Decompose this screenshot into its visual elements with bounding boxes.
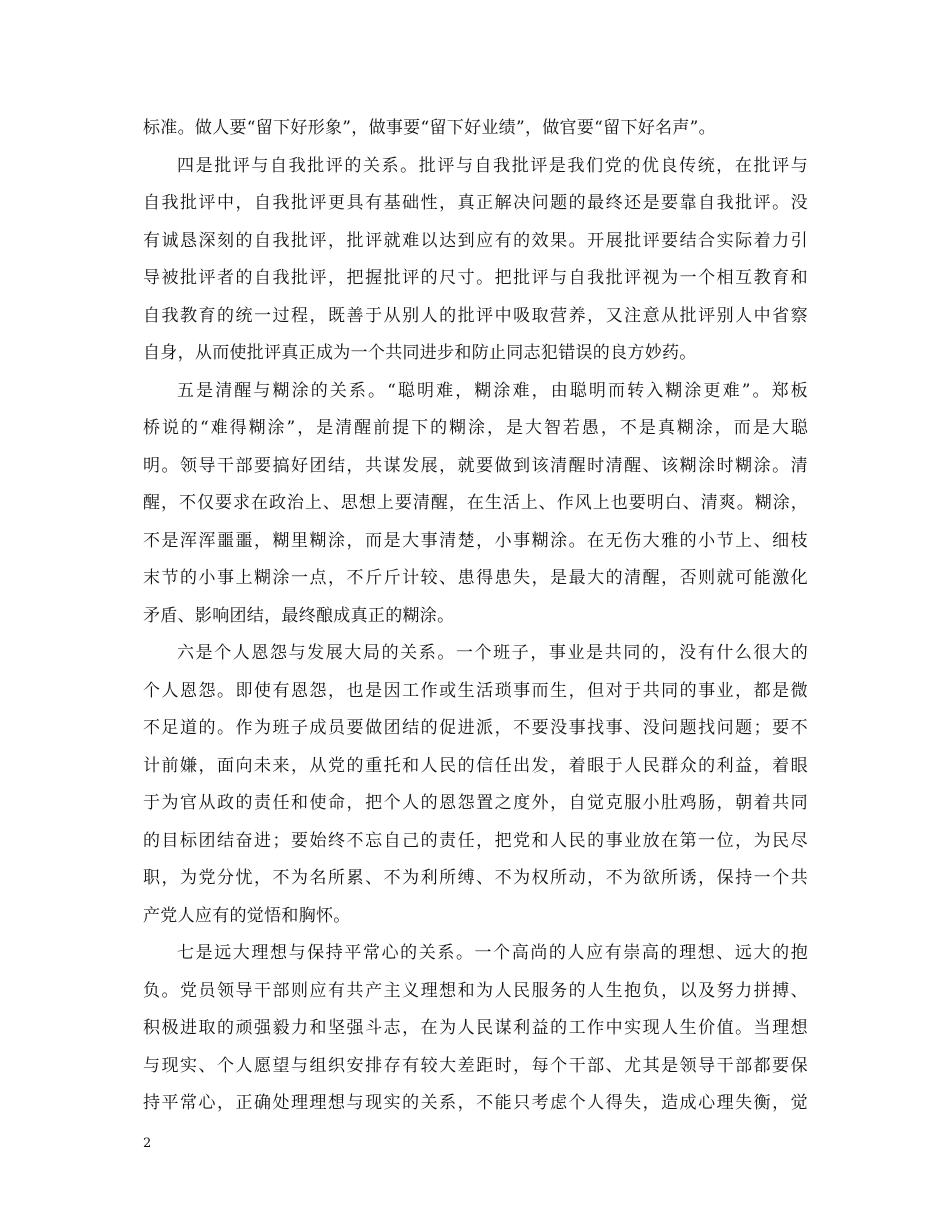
text-line: 产党人应有的觉悟和胸怀。: [143, 905, 351, 926]
text-line: 自我教育的统一过程，既善于从别人的批评中吸取营养，又注意从批评别人中省察: [143, 305, 808, 326]
text-line: 不足道的。作为班子成员要做团结的促进派，不要没事找事、没问题找问题；要不: [143, 718, 808, 738]
text-line: 四是批评与自我批评的关系。批评与自我批评是我们党的优良传统，在批评与: [177, 155, 808, 176]
text-line: 六是个人恩怨与发展大局的关系。一个班子，事业是共同的，没有什么很大的: [177, 643, 808, 663]
text-line: 醒，不仅要求在政治上、思想上要清醒，在生活上、作风上也要明白、清爽。糊涂，: [143, 493, 808, 513]
text-line: 负。党员领导干部则应有共产主义理想和为人民服务的人生抱负，以及努力拼搏、: [143, 980, 808, 1001]
text-line: 有诚恳深刻的自我批评，批评就难以达到应有的效果。开展批评要结合实际着力引: [143, 230, 808, 251]
text-line: 个人恩怨。即使有恩怨，也是因工作或生活琐事而生，但对于共同的事业，都是微: [143, 680, 808, 701]
text-line: 自我批评中，自我批评更具有基础性，真正解决问题的最终还是要靠自我批评。没: [143, 193, 808, 213]
page-number: 2: [143, 1136, 152, 1151]
text-line: 职，为党分忧，不为名所累、不为利所缚、不为权所动，不为欲所诱，保持一个共: [143, 868, 808, 888]
text-line: 末节的小事上糊涂一点，不斤斤计较、患得患失，是最大的清醒，否则就可能激化: [143, 568, 808, 588]
text-line: 积极进取的顽强毅力和坚强斗志，在为人民谋利益的工作中实现人生价值。当理想: [143, 1018, 808, 1038]
body-text: [143, 110, 808, 1123]
text-line: 明。领导干部要搞好团结，共谋发展，就要做到该清醒时清醒、该糊涂时糊涂。清: [143, 455, 808, 476]
text-line: 不是浑浑噩噩，糊里糊涂，而是大事清楚，小事糊涂。在无伤大雅的小节上、细枝: [143, 530, 808, 551]
text-line: 导被批评者的自我批评，把握批评的尺寸。把批评与自我批评视为一个相互教育和: [143, 268, 808, 288]
text-line: 自身，从而使批评真正成为一个共同进步和防止同志犯错误的良方妙药。: [143, 343, 697, 363]
text-line: 标准。做人要“留下好形象”，做事要“留下好业绩”，做官要“留下好名声”。: [143, 118, 716, 138]
text-line: 与现实、个人愿望与组织安排存有较大差距时，每个干部、尤其是领导干部都要保: [143, 1055, 808, 1076]
text-line: 七是远大理想与保持平常心的关系。一个高尚的人应有崇高的理想、远大的抱: [177, 943, 808, 963]
text-line: 计前嫌，面向未来，从党的重托和人民的信任出发，着眼于人民群众的利益，着眼: [143, 755, 808, 776]
text-line: 五是清醒与糊涂的关系。“聪明难，糊涂难，由聪明而转入糊涂更难”。郑板: [177, 380, 808, 401]
text-line: 持平常心，正确处理理想与现实的关系，不能只考虑个人得失，造成心理失衡，觉: [143, 1093, 808, 1113]
text-line: 矛盾、影响团结，最终酿成真正的糊涂。: [143, 605, 455, 626]
text-line: 桥说的“难得糊涂”，是清醒前提下的糊涂，是大智若愚，不是真糊涂，而是大聪: [143, 418, 808, 438]
text-line: 的目标团结奋进；要始终不忘自己的责任，把党和人民的事业放在第一位，为民尽: [143, 830, 808, 851]
text-line: 于为官从政的责任和使命，把个人的恩怨置之度外，自觉克服小肚鸡肠，朝着共同: [143, 793, 808, 813]
